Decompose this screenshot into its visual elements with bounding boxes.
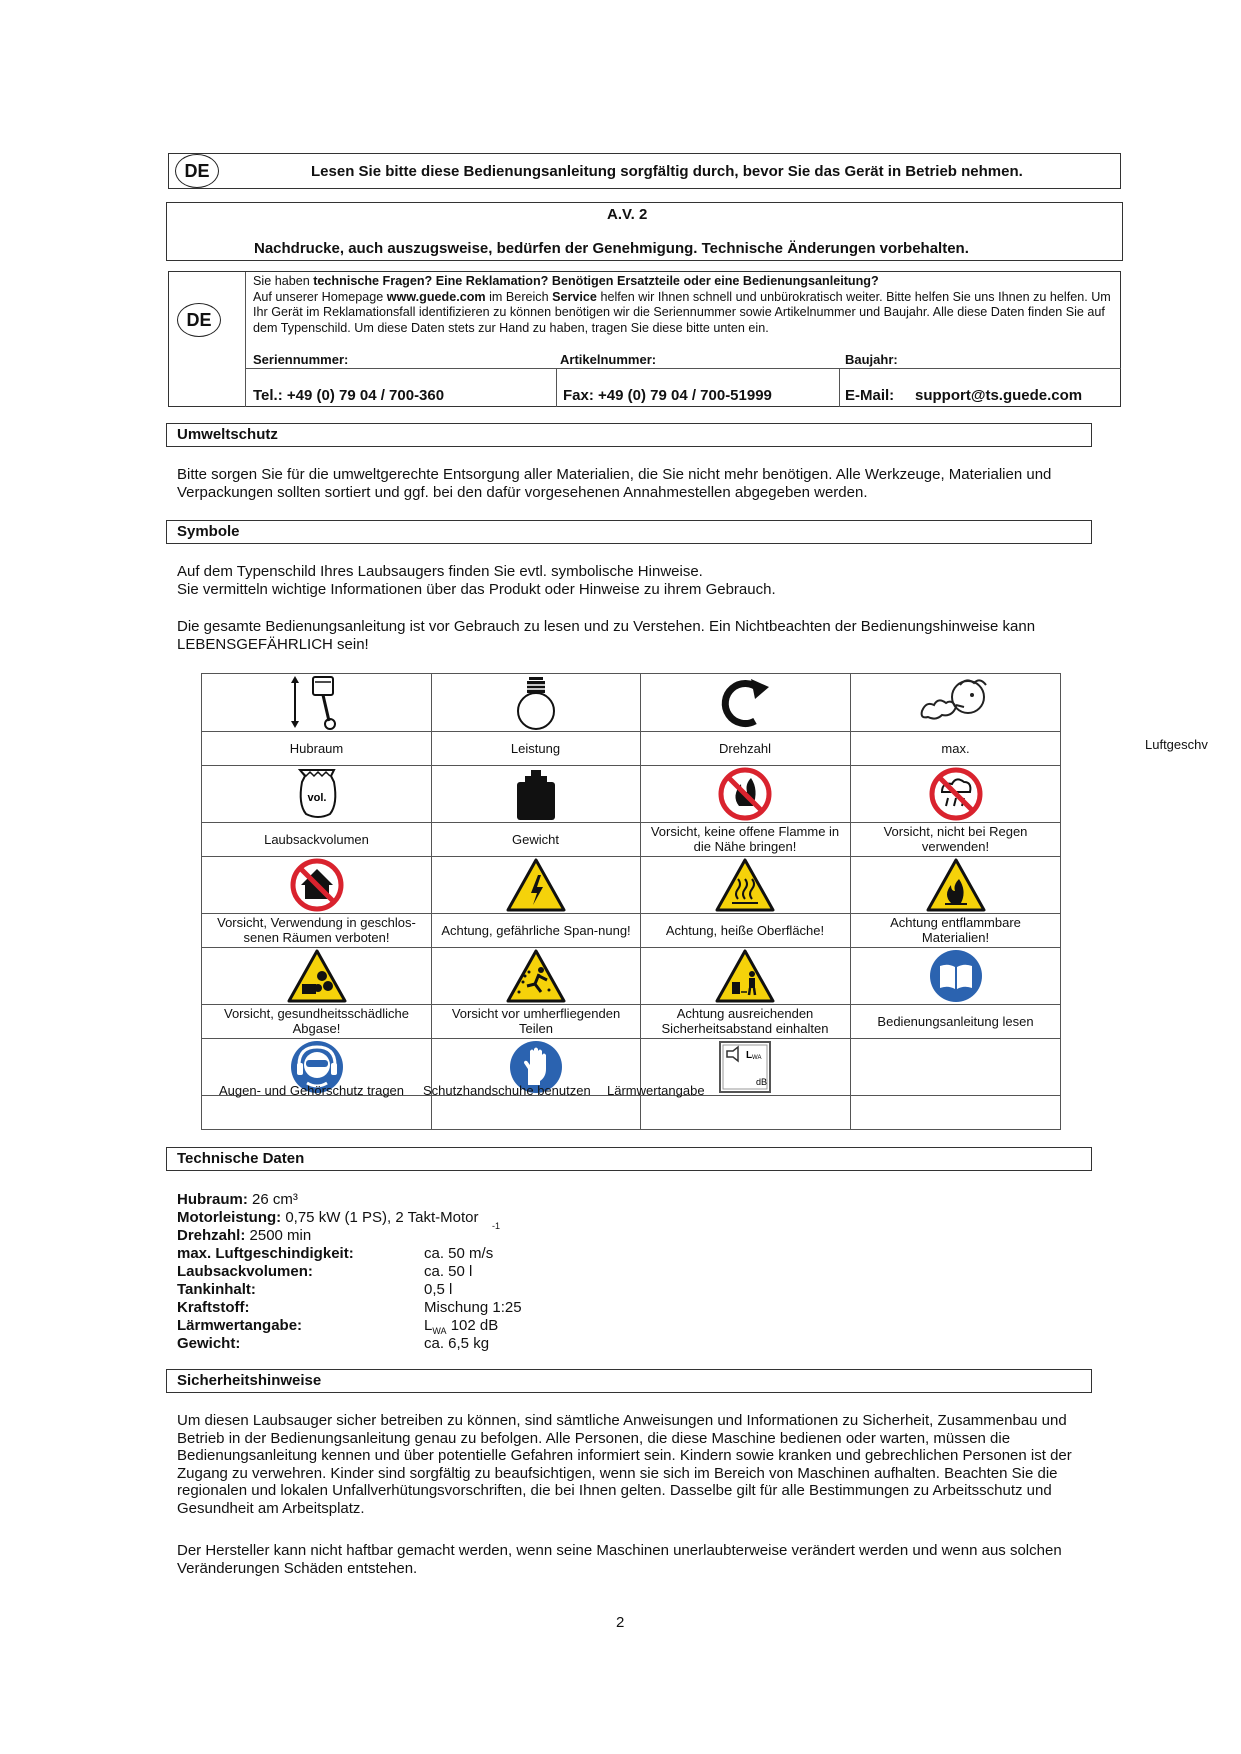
tech-row-value: ca. 6,5 kg [424, 1335, 490, 1352]
symbol-label: Vorsicht, nicht bei Regen verwenden! [883, 824, 1028, 854]
support-language-badge: DE [177, 303, 221, 337]
symbole-warning: Die gesamte Bedienungsanleitung ist vor Gebrauch zu lesen und zu Verstehen. Ein Nichtbeachten der Bedienungshinweise kann LEBENSGEFÄHRLICH sein! [177, 618, 1036, 653]
no-rain-icon [850, 765, 1061, 822]
homepage-link[interactable]: www.guede.com [386, 289, 486, 304]
symbol-label: Laubsackvolumen [264, 831, 369, 847]
tech-row-value: ca. 50 l [424, 1263, 473, 1280]
flammable-icon [850, 856, 1061, 913]
tech-hubraum: Hubraum: 26 cm³ [177, 1191, 298, 1208]
drehzahl-superscript: -1 [492, 1221, 501, 1231]
svg-text:dB: dB [756, 1076, 768, 1087]
serial-label: Seriennummer: [253, 352, 349, 367]
av-title: A.V. 2 [607, 206, 648, 223]
symbol-label: Drehzahl [718, 740, 772, 756]
wind-face-icon [850, 674, 1061, 731]
symbol-label: Achtung, gefährliche Span-nung! [441, 922, 631, 938]
rotation-arrow-icon [640, 674, 850, 731]
safe-distance-icon [640, 947, 850, 1004]
fax-number: Fax: +49 (0) 79 04 / 700-51999 [563, 387, 772, 404]
tech-row-label: Tankinhalt: [177, 1281, 256, 1298]
symbol-label: Augen- und Gehörschutz tragen [219, 1083, 405, 1098]
symbol-label: Bedienungsanleitung lesen [877, 1013, 1034, 1029]
support-text: Sie haben technische Fragen? Eine Reklamation? Benötigen Ersatzteile oder eine Bedienungsanleitung? Auf unserer Homepage www.guede.com im Bereich Service helfen wir Ihnen schnell und unbürokratisch weiter. Bitte helfen Sie uns Ihnen zu helfen. Um Ihr Gerät im Reklamationsfall identifizieren zu können benötigen wir die Seriennummer sowie Artikelnummer und Baujahr. Alle diese Daten finden Sie auf dem Typenschild. Um diese Daten stets zur Hand zu haben, tragen Sie diese bitte unten ein. [253, 274, 1111, 335]
read-manual-icon [850, 947, 1061, 1004]
hot-surface-icon [640, 856, 850, 913]
symbol-label: Schutzhandschuhe benutzen [423, 1083, 591, 1098]
read-notice-box [168, 153, 1121, 189]
toxic-fumes-icon [202, 947, 431, 1004]
tel-number: Tel.: +49 (0) 79 04 / 700-360 [253, 387, 445, 404]
page-number: 2 [616, 1614, 625, 1631]
article-label: Artikelnummer: [560, 352, 657, 367]
tech-row-value: 0,5 l [424, 1281, 453, 1298]
tech-row-label: Kraftstoff: [177, 1299, 250, 1316]
umweltschutz-text: Bitte sorgen Sie für die umweltgerechte Entsorgung aller Materialien, die Sie nicht mehr benötigen. Alle Werkzeuge, Materialien und Verpackungen sollten sortiert und ggf. bei den dafür vorgesehenen Annahmestellen abgegeben werden. [177, 466, 1052, 501]
svg-text:WA: WA [752, 1054, 762, 1061]
no-indoor-icon [202, 856, 431, 913]
high-voltage-icon [431, 856, 640, 913]
section-symbole-title: Symbole [166, 520, 1092, 544]
sicherheit-text-2: Der Hersteller kann nicht haftbar gemacht werden, wenn seine Maschinen unerlaubterweise verändert werden und wenn aus solchen Veränderungen Schäden entstehen. [177, 1542, 1062, 1577]
section-umweltschutz-title: Umweltschutz [166, 423, 1092, 447]
svg-text:vol.: vol. [307, 791, 326, 804]
tech-drehzahl: Drehzahl: 2500 min [177, 1227, 312, 1244]
section-sicherheit-title: Sicherheitshinweise [166, 1369, 1092, 1393]
read-notice-text: Lesen Sie bitte diese Bedienungsanleitung sorgfältig durch, bevor Sie das Gerät in Betrieb nehmen. [311, 163, 1023, 180]
symbol-label: Leistung [510, 740, 561, 756]
tech-row-label: Laubsackvolumen: [177, 1263, 313, 1280]
weight-icon [431, 765, 640, 822]
lightbulb-icon [431, 674, 640, 731]
support-email-link[interactable]: support@ts.guede.com [915, 387, 1083, 404]
symbol-label: Vorsicht, keine offene Flamme in die Nähe bringen! [650, 824, 840, 854]
symbol-label: Gewicht [512, 831, 559, 847]
symbol-label: Achtung entflammbare Materialien! [890, 915, 1021, 945]
reprint-notice: Nachdrucke, auch auszugsweise, bedürfen der Genehmigung. Technische Änderungen vorbehalten. [254, 240, 969, 257]
symbole-text-2: Sie vermitteln wichtige Informationen über das Produkt oder Hinweise zu ihrem Gebrauch. [177, 581, 776, 598]
symbole-text-1: Auf dem Typenschild Ihres Laubsaugers finden Sie evtl. symbolische Hinweise. [177, 563, 703, 580]
year-label: Baujahr: [845, 352, 898, 367]
symbol-label: max. [941, 740, 970, 756]
symbol-label: Achtung, heiße Oberfläche! [665, 922, 825, 938]
symbol-label: Lärmwertangabe [607, 1083, 705, 1098]
piston-icon [202, 674, 431, 731]
language-badge: DE [175, 154, 219, 188]
section-technische-daten-title: Technische Daten [166, 1147, 1092, 1171]
symbol-label: Achtung ausreichenden Sicherheitsabstand einhalten [661, 1006, 829, 1036]
email-label: E-Mail: [845, 387, 895, 404]
symbol-label: Vorsicht vor umherfliegenden Teilen [451, 1006, 621, 1036]
tech-row-label: max. Luftgeschindigkeit: [177, 1245, 354, 1262]
av-box [166, 202, 1123, 261]
symbol-label: Vorsicht, gesundheitsschädliche Abgase! [223, 1006, 409, 1036]
sicherheit-text-1: Um diesen Laubsauger sicher betreiben zu können, sind sämtliche Anweisungen und Informationen zu Sicherheit, Zusammenbau und Betrieb in der Bedienungsanleitung genau zu befolgen. Alle Personen, die diese Maschine bedienen oder warten, müssen die Bedienungsanleitung kennen und über potentielle Gefahren informiert sein. Kindern sowie kranken und gebrechlichen Personen ist der Zugang zu verwehren. Kinder sind sorgfältig zu beaufsichtigen, wenn sie sich im Bereich von Maschinen aufhalten. Beachten Sie die regionalen und lokalen Unfallverhütungsvorschriften, die bei Ihnen gelten. Dasselbe gilt für alle Bestimmungen zu Arbeitsschutz und Gesundheit am Arbeitsplatz. [177, 1412, 1072, 1517]
bag-volume-icon [202, 765, 431, 822]
svg-text:L: L [746, 1049, 753, 1061]
tech-row-value: Mischung 1:25 [424, 1299, 522, 1316]
tech-row-value: ca. 50 m/s [424, 1245, 494, 1262]
no-flame-icon [640, 765, 850, 822]
symbol-label: Hubraum [289, 740, 344, 756]
tech-motorleistung: Motorleistung: 0,75 kW (1 PS), 2 Takt-Motor [177, 1209, 479, 1226]
symbols-table [201, 673, 1061, 1130]
support-box [168, 271, 1121, 407]
symbol-label: Vorsicht, Verwendung in geschlos-senen Räumen verboten! [217, 915, 416, 945]
overflow-label: Luftgeschv [1145, 737, 1208, 752]
tech-row-label: Gewicht: [177, 1335, 241, 1352]
tech-row-value: $L_{WA}$ 102 dB [424, 1317, 499, 1336]
tech-row-label: Lärmwertangabe: [177, 1317, 303, 1334]
flying-parts-icon [431, 947, 640, 1004]
